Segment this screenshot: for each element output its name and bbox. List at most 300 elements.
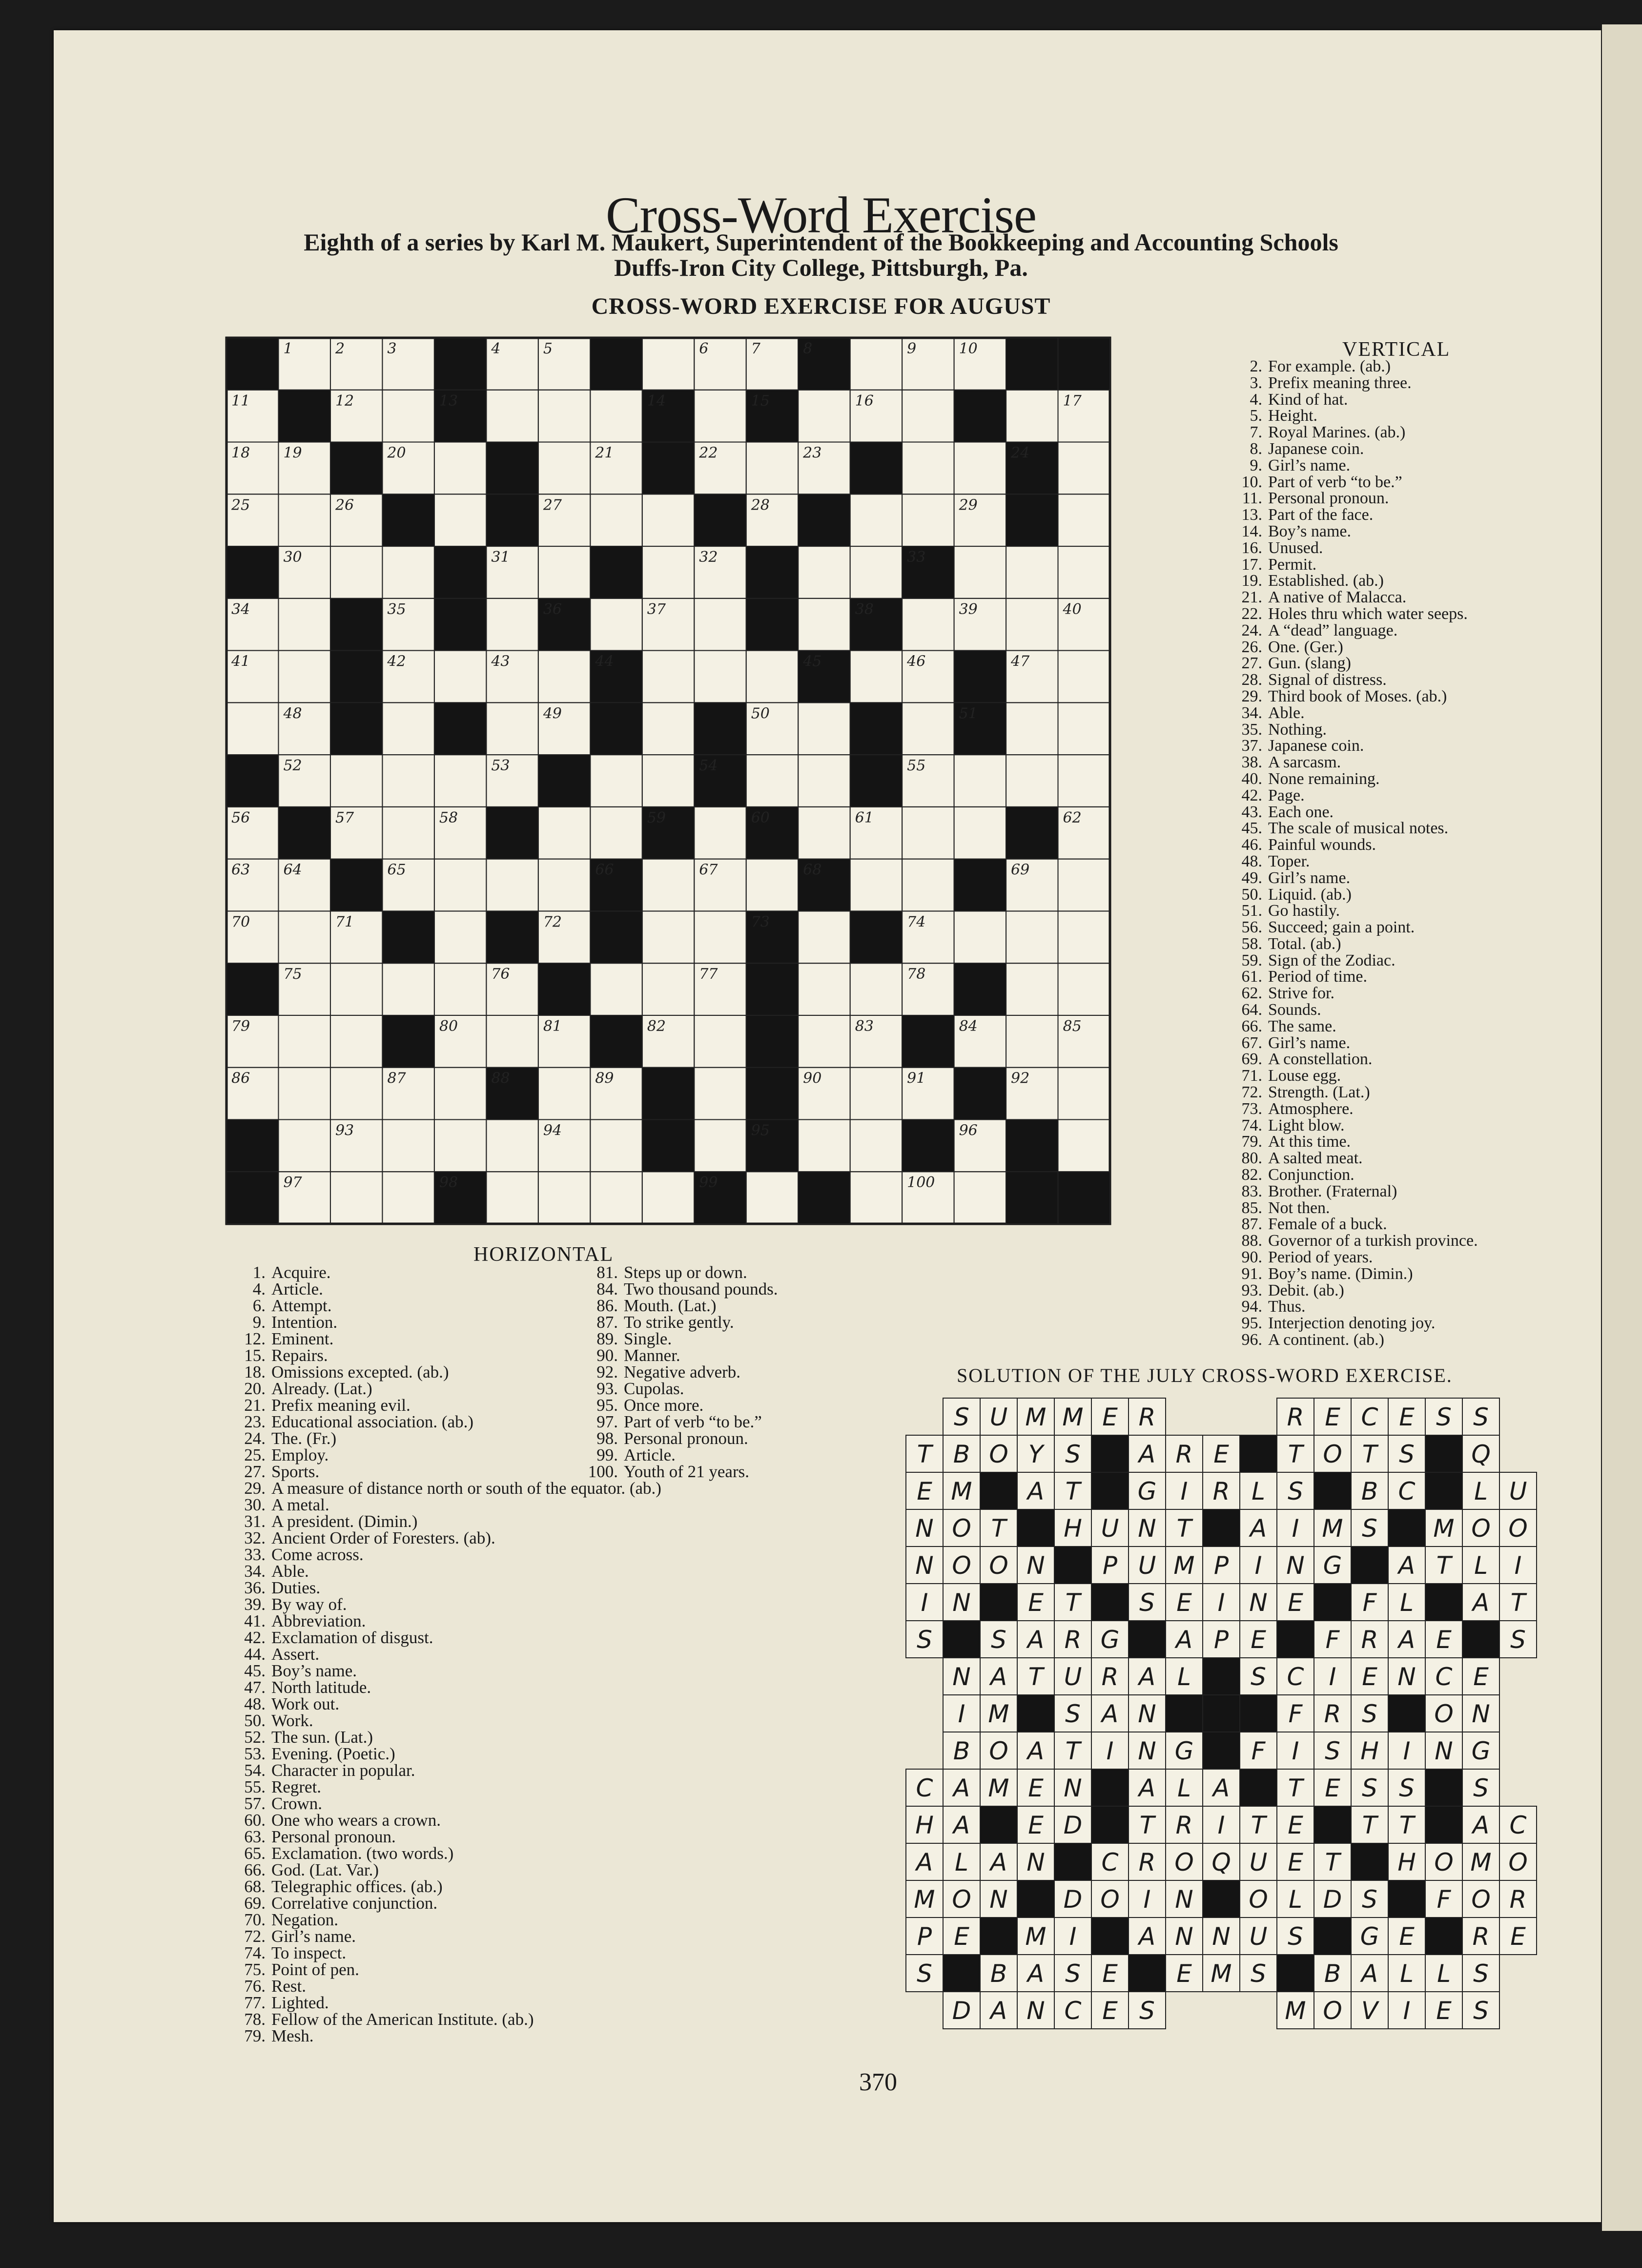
clue-number: 43. <box>1241 803 1262 821</box>
solution-black-square <box>980 1472 1017 1509</box>
clue-number: 10. <box>1241 473 1262 491</box>
black-square <box>486 442 538 495</box>
solution-letter: L <box>955 1848 968 1877</box>
clue-number: 52. <box>244 1728 266 1747</box>
clue-number: 3 <box>387 340 397 357</box>
clue-number: 8. <box>1250 439 1262 458</box>
solution-letter: A <box>953 1811 970 1840</box>
clue-text: Atmosphere. <box>1268 1099 1354 1118</box>
clue-text: Ancient Order of Foresters. (ab). <box>271 1528 495 1547</box>
clue-text: Mesh. <box>271 2026 314 2045</box>
solution-letter: M <box>988 1774 1009 1803</box>
clue-number: 45. <box>244 1661 266 1680</box>
solution-letter: S <box>1251 1959 1266 1988</box>
clue <box>1230 1117 1478 1134</box>
clue-number: 24 <box>1011 444 1030 462</box>
solution-letter: E <box>1288 1848 1303 1877</box>
clue <box>1230 1051 1478 1068</box>
clue-text: Boy’s name. <box>1268 522 1351 540</box>
clue-number: 22 <box>699 444 718 462</box>
clue-text: Eminent. <box>271 1329 334 1348</box>
clue-number: 88. <box>1241 1232 1262 1250</box>
clue <box>1230 573 1478 589</box>
solution-letter: S <box>1288 1922 1303 1951</box>
clue-number: 78 <box>907 966 926 983</box>
clue-number: 95 <box>751 1122 770 1139</box>
clue <box>233 1795 661 1812</box>
clue-number: 14. <box>1241 522 1262 540</box>
solution-black-square <box>1425 1806 1462 1843</box>
clue-text: Point of pen. <box>271 1960 359 1979</box>
solution-letter: E <box>1436 1997 1452 2025</box>
clue-number: 51 <box>959 705 978 722</box>
clue <box>233 1546 661 1563</box>
solution-letter: A <box>1138 1663 1156 1691</box>
solution-letter: E <box>1473 1663 1489 1691</box>
solution-letter: T <box>1362 1811 1377 1840</box>
clue <box>233 1895 661 1912</box>
clue-number: 29 <box>959 496 978 514</box>
solution-letter: A <box>1027 1737 1045 1766</box>
clue-number: 16 <box>855 392 874 410</box>
solution-letter: S <box>1399 1440 1415 1469</box>
clue-number: 81. <box>596 1263 618 1282</box>
clue-number: 8 <box>803 340 813 357</box>
black-square <box>746 1068 798 1120</box>
clue-number: 54. <box>244 1761 266 1780</box>
solution-black-square <box>1425 1917 1462 1955</box>
clue-number: 79. <box>1241 1133 1262 1151</box>
clue <box>233 1845 661 1862</box>
clue-number: 44 <box>595 653 614 670</box>
clue-number: 16. <box>1241 538 1262 557</box>
clue-number: 64. <box>1241 1001 1262 1019</box>
solution-black-square <box>1129 1621 1166 1658</box>
solution-letter: H <box>915 1811 934 1840</box>
black-square <box>590 546 642 598</box>
solution-letter: P <box>1213 1626 1229 1654</box>
clue-number: 43 <box>491 653 510 670</box>
clue-text: Gun. (slang) <box>1268 654 1351 673</box>
clue <box>1230 837 1478 853</box>
solution-letter: N <box>1472 1700 1490 1729</box>
black-square <box>278 390 330 442</box>
solution-letter: T <box>1288 1440 1303 1469</box>
clue <box>586 1314 778 1331</box>
solution-letter: Q <box>1471 1440 1491 1469</box>
solution-letter: O <box>1471 1514 1491 1543</box>
solution-letter: E <box>1102 1403 1118 1432</box>
clue-text: The same. <box>1268 1017 1336 1035</box>
clue-number: 30. <box>244 1495 266 1514</box>
clue-text: Page. <box>1268 786 1305 804</box>
solution-letter: O <box>1508 1514 1528 1543</box>
clue-text: Japanese coin. <box>1268 439 1364 458</box>
clue-number: 96 <box>959 1122 978 1139</box>
clue-text: At this time. <box>1268 1133 1351 1151</box>
clue-number: 66. <box>1241 1017 1262 1035</box>
clue-number: 44. <box>244 1645 266 1664</box>
solution-letter: R <box>1138 1848 1156 1877</box>
black-square <box>694 494 746 546</box>
page-title: Cross-Word Exercise <box>605 186 1037 244</box>
solution-letter: S <box>1065 1700 1081 1729</box>
clue-number: 19. <box>1241 572 1262 590</box>
solution-letter: S <box>1139 1588 1155 1617</box>
clue-number: 85 <box>1063 1017 1082 1035</box>
clue-text: Kind of hat. <box>1268 390 1348 409</box>
clue-number: 50 <box>751 705 770 722</box>
solution-letter: T <box>1288 1774 1303 1803</box>
solution-letter: N <box>1249 1588 1268 1617</box>
clue-number: 33. <box>244 1545 266 1564</box>
solution-letter: N <box>1175 1885 1193 1914</box>
solution-letter: I <box>1403 1737 1411 1766</box>
clue-number: 73. <box>1241 1099 1262 1118</box>
clue-number: 48. <box>1241 852 1262 870</box>
clue <box>1230 722 1478 738</box>
clue-number: 72 <box>543 913 562 931</box>
solution-letter: O <box>989 1440 1008 1469</box>
clue-number: 18. <box>244 1362 266 1381</box>
clue-number: 56 <box>231 809 250 826</box>
clue <box>1230 540 1478 557</box>
clue-text: One who wears a crown. <box>271 1811 441 1830</box>
clue <box>586 1381 778 1397</box>
solution-letter: A <box>1138 1922 1156 1951</box>
solution-black-square <box>1091 1472 1129 1509</box>
clue-text: Girl’s name. <box>1268 456 1351 474</box>
clue-number: 14 <box>647 392 666 410</box>
clue-text: Acquire. <box>271 1263 331 1282</box>
solution-letter: P <box>1102 1551 1118 1580</box>
clue-number: 34. <box>1241 703 1262 722</box>
clue-text: Period of years. <box>1268 1248 1373 1267</box>
clue <box>1230 457 1478 474</box>
clue <box>586 1298 778 1314</box>
solution-letter: A <box>1398 1551 1416 1580</box>
clue <box>586 1264 778 1281</box>
solution-letter: E <box>1325 1774 1340 1803</box>
solution-letter: A <box>1175 1626 1193 1654</box>
clue-text: Cupolas. <box>624 1379 684 1398</box>
clue-text: Prefix meaning three. <box>1268 373 1412 392</box>
clue <box>1230 408 1478 424</box>
solution-letter: E <box>1399 1922 1415 1951</box>
clue-text: Negation. <box>271 1910 339 1929</box>
clue-number: 58. <box>1241 934 1262 953</box>
solution-letter: E <box>954 1922 969 1951</box>
black-square <box>642 1119 694 1172</box>
solution-letter: A <box>1027 1626 1045 1654</box>
section-title: CROSS-WORD EXERCISE FOR AUGUST <box>591 293 1051 319</box>
clue-text: Intention. <box>271 1313 338 1332</box>
solution-letter: R <box>1138 1403 1156 1432</box>
clue-number: 69. <box>244 1894 266 1913</box>
clue-number: 87. <box>1241 1215 1262 1234</box>
clue-text: Female of a buck. <box>1268 1215 1387 1234</box>
clue <box>1230 820 1478 837</box>
clue <box>1230 523 1478 540</box>
clue <box>1230 1134 1478 1150</box>
solution-letter: N <box>1212 1922 1231 1951</box>
clue-text: One. (Ger.) <box>1268 638 1343 656</box>
clue-number: 60 <box>751 809 770 826</box>
clue-text: God. (Lat. Var.) <box>271 1860 379 1879</box>
clue <box>233 1480 661 1497</box>
clue-text: Article. <box>624 1445 676 1464</box>
clue-text: Able. <box>1268 703 1305 722</box>
clue-number: 84 <box>959 1017 978 1035</box>
vertical-heading: VERTICAL <box>1342 338 1451 361</box>
clue <box>233 1995 661 2011</box>
solution-letter: O <box>989 1551 1008 1580</box>
clue-text: Sounds. <box>1268 1001 1321 1019</box>
clue <box>233 1961 661 1978</box>
clue <box>586 1397 778 1414</box>
solution-letter: M <box>914 1885 935 1914</box>
solution-letter: Y <box>1028 1440 1044 1469</box>
clue-number: 18 <box>231 444 250 462</box>
solution-letter: E <box>1288 1811 1303 1840</box>
clue-number: 72. <box>244 1927 266 1946</box>
clue-text: Debit. (ab.) <box>1268 1281 1344 1299</box>
solution-letter: O <box>1174 1848 1194 1877</box>
solution-black-square <box>1351 1843 1388 1880</box>
clue-text: For example. (ab.) <box>1268 357 1391 375</box>
clue-number: 90. <box>596 1346 618 1365</box>
solution-letter: R <box>1175 1811 1193 1840</box>
solution-black-square <box>943 1955 980 1992</box>
clue <box>1230 1282 1478 1299</box>
solution-letter: S <box>1362 1774 1377 1803</box>
solution-letter: M <box>1025 1922 1047 1951</box>
clue-text: Nothing. <box>1268 720 1327 739</box>
black-square <box>1006 1119 1058 1172</box>
byline-line-2: Duffs-Iron City College, Pittsburgh, Pa. <box>614 254 1028 281</box>
solution-black-square <box>1203 1880 1240 1917</box>
clue-number: 13. <box>1241 506 1262 524</box>
clue-text: A continent. (ab.) <box>1268 1331 1384 1349</box>
clue-text: Character in popular. <box>271 1761 415 1780</box>
clue-number: 12. <box>244 1329 266 1348</box>
clue-number: 69 <box>1011 861 1030 879</box>
solution-black-square <box>1388 1509 1425 1546</box>
clue-number: 29. <box>1241 687 1262 705</box>
clue-text: Assert. <box>271 1645 320 1664</box>
black-square <box>850 442 902 495</box>
solution-letter: M <box>1025 1403 1047 1432</box>
clue-number: 42. <box>1241 786 1262 804</box>
black-square <box>1006 1172 1058 1224</box>
clue-number: 61. <box>1241 968 1262 986</box>
clue <box>586 1281 778 1298</box>
clue-number: 40. <box>1241 769 1262 788</box>
clue-number: 76. <box>244 1977 266 1996</box>
clue-number: 20 <box>387 444 406 462</box>
clue-number: 81 <box>543 1017 562 1035</box>
clue-text: A sarcasm. <box>1268 753 1341 772</box>
black-square <box>486 807 538 859</box>
byline-line-1: Eighth of a series by Karl M. Maukert, Superintendent of the Bookkeeping and Accounting Schools <box>304 228 1338 256</box>
black-square <box>226 963 278 1015</box>
clue-number: 47. <box>244 1678 266 1697</box>
clue-text: Omissions excepted. (ab.) <box>271 1362 449 1381</box>
solution-letter: I <box>1292 1737 1299 1766</box>
black-square <box>746 598 798 651</box>
clue-number: 90. <box>1241 1248 1262 1267</box>
clue-text: Attempt. <box>271 1296 332 1315</box>
solution-letter: I <box>1329 1663 1336 1691</box>
solution-black-square <box>1240 1769 1277 1806</box>
clue <box>1230 754 1478 771</box>
solution-letter: L <box>1252 1477 1265 1506</box>
solution-letter: M <box>1173 1551 1195 1580</box>
crossword-grid <box>221 332 1119 1235</box>
clue-text: Exclamation. (two words.) <box>271 1844 454 1863</box>
clue-number: 84. <box>596 1279 618 1299</box>
solution-letter: E <box>1028 1811 1044 1840</box>
clue <box>1230 1299 1478 1315</box>
solution-letter: S <box>954 1403 969 1432</box>
clue-text: Height. <box>1268 407 1318 425</box>
clue <box>233 1629 661 1646</box>
solution-black-square <box>1425 1769 1462 1806</box>
clue <box>1230 392 1478 408</box>
clue <box>1230 490 1478 507</box>
black-square <box>330 702 382 755</box>
solution-letter: T <box>1065 1737 1081 1766</box>
solution-letter: R <box>1509 1885 1527 1914</box>
clue <box>1230 804 1478 821</box>
solution-letter: C <box>916 1774 933 1803</box>
clue-number: 70 <box>231 913 250 931</box>
clue <box>1230 688 1478 705</box>
solution-letter: S <box>1436 1403 1452 1432</box>
solution-letter: E <box>1251 1626 1266 1654</box>
clue <box>1230 1332 1478 1348</box>
black-square <box>746 1015 798 1068</box>
clue <box>233 1696 661 1712</box>
solution-letter: H <box>1064 1514 1082 1543</box>
clue-text: Third book of Moses. (ab.) <box>1268 687 1447 705</box>
clue-number: 27. <box>1241 654 1262 673</box>
clue-text: Abbreviation. <box>271 1611 366 1630</box>
clue-number: 6 <box>699 340 709 357</box>
clue-text: Personal pronoun. <box>1268 489 1389 508</box>
clue-number: 10 <box>959 340 978 357</box>
clue-text: Royal Marines. (ab.) <box>1268 423 1406 442</box>
solution-letter: T <box>1139 1811 1155 1840</box>
solution-letter: T <box>917 1440 932 1469</box>
solution-letter: O <box>989 1737 1008 1766</box>
clue-number: 53. <box>244 1744 266 1763</box>
facing-page-edge <box>1602 24 1642 2231</box>
clue <box>233 1513 661 1530</box>
clue-number: 32. <box>244 1528 266 1547</box>
clue-number: 19 <box>283 444 302 462</box>
clue <box>1230 903 1478 919</box>
solution-letter: D <box>1063 1885 1083 1914</box>
solution-letter: E <box>1028 1774 1044 1803</box>
clue-number: 93 <box>335 1122 354 1139</box>
clue <box>233 1746 661 1762</box>
solution-letter: O <box>1434 1848 1454 1877</box>
clue-text: Sign of the Zodiac. <box>1268 951 1396 969</box>
clue-number: 49. <box>1241 868 1262 887</box>
solution-letter: B <box>1361 1477 1378 1506</box>
black-square <box>590 1015 642 1068</box>
solution-letter: G <box>1471 1737 1491 1766</box>
clue-number: 24. <box>244 1429 266 1448</box>
solution-letter: N <box>1435 1737 1453 1766</box>
solution-letter: B <box>990 1959 1007 1988</box>
clue-number: 93. <box>1241 1281 1262 1299</box>
black-square <box>954 859 1006 911</box>
clue-number: 59. <box>1241 951 1262 969</box>
solution-letter: M <box>1470 1848 1492 1877</box>
solution-letter: Q <box>1211 1848 1231 1877</box>
page-number: 370 <box>859 2068 897 2096</box>
solution-letter: G <box>1360 1922 1379 1951</box>
clue-number: 59 <box>647 809 666 826</box>
clue-text: Interjection denoting joy. <box>1268 1314 1436 1333</box>
clue-number: 89. <box>596 1329 618 1348</box>
clue-number: 68 <box>803 861 822 879</box>
solution-letter: A <box>916 1848 933 1877</box>
clue-text: Not then. <box>1268 1198 1330 1217</box>
solution-letter: S <box>917 1626 932 1654</box>
clue-number: 99. <box>596 1445 618 1464</box>
clue-text: Girl’s name. <box>1268 1033 1351 1052</box>
black-square <box>954 1068 1006 1120</box>
solution-grid <box>902 1394 1551 2043</box>
clue-number: 21 <box>595 444 614 462</box>
black-square <box>954 390 1006 442</box>
clue-text: Liquid. (ab.) <box>1268 885 1352 904</box>
clue-number: 26. <box>1241 638 1262 656</box>
clue-text: Thus. <box>1268 1298 1306 1316</box>
clue <box>233 1812 661 1829</box>
solution-letter: R <box>1324 1700 1341 1729</box>
clue-number: 86. <box>596 1296 618 1315</box>
solution-letter: B <box>953 1440 970 1469</box>
clue-number: 55 <box>907 757 926 775</box>
solution-black-square <box>1091 1769 1129 1806</box>
clue-number: 37 <box>647 600 666 618</box>
solution-letter: I <box>1217 1811 1225 1840</box>
clue-number: 31. <box>244 1512 266 1531</box>
solution-letter: A <box>990 1848 1007 1877</box>
solution-letter: M <box>988 1700 1009 1729</box>
clue-number: 13 <box>439 392 458 410</box>
solution-letter: F <box>1437 1885 1451 1914</box>
solution-black-square <box>1462 1621 1499 1658</box>
solution-letter: M <box>1062 1403 1084 1432</box>
clue <box>1230 1266 1478 1282</box>
clue-number: 27. <box>244 1462 266 1481</box>
black-square <box>330 442 382 495</box>
clue-number: 11. <box>1242 489 1262 508</box>
solution-letter: A <box>1361 1959 1378 1988</box>
black-square <box>330 859 382 911</box>
clue-text: Conjunction. <box>1268 1166 1355 1184</box>
clue-text: Governor of a turkish province. <box>1268 1232 1478 1250</box>
clue-number: 37. <box>1241 737 1262 755</box>
solution-letter: S <box>1325 1737 1340 1766</box>
clue-text: Once more. <box>624 1396 704 1415</box>
clue-number: 100. <box>588 1462 618 1481</box>
